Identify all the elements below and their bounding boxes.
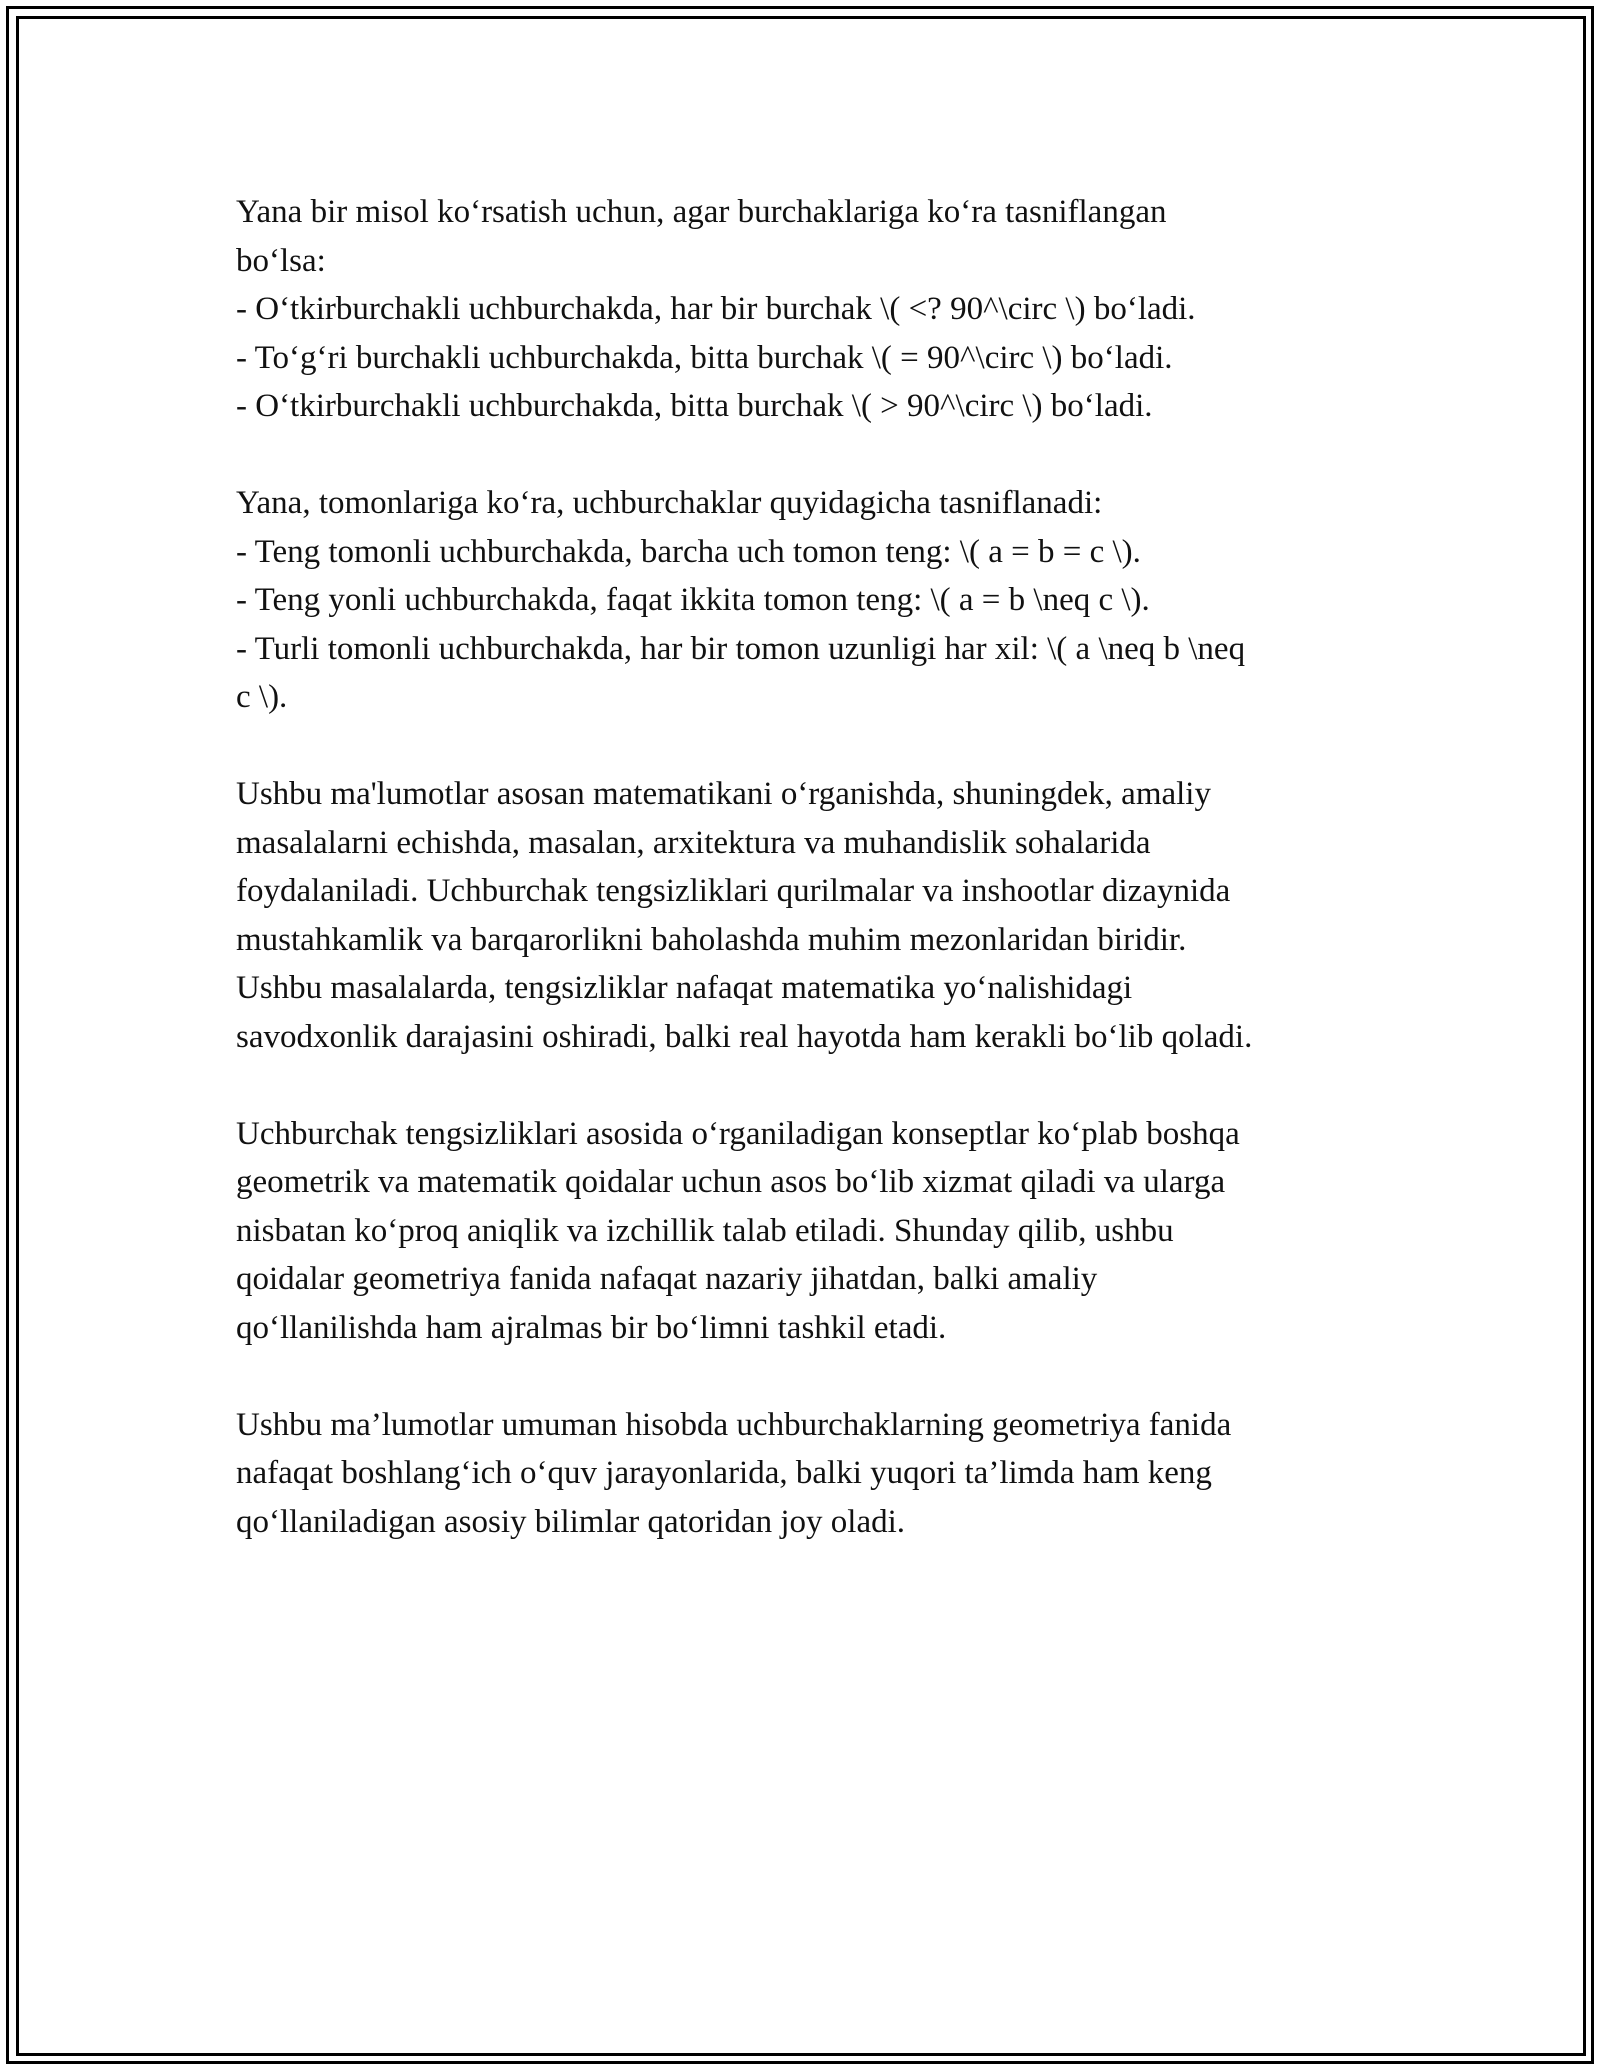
text-line: Uchburchak tengsizliklari asosida o‘rganiladigan konseptlar ko‘plab boshqa bbox=[236, 1115, 1240, 1152]
paragraph-angle-classification bbox=[236, 188, 1366, 431]
text-line: nafaqat boshlang‘ich o‘quv jarayonlarida, balki yuqori ta’limda ham keng bbox=[236, 1455, 1212, 1491]
text-line: geometrik va matematik qoidalar uchun asos bo‘lib xizmat qiladi va ularga bbox=[236, 1164, 1226, 1200]
text-line: savodxonlik darajasini oshiradi, balki real hayotda ham kerakli bo‘lib qoladi. bbox=[236, 1018, 1253, 1055]
text-line: Yana, tomonlariga ko‘ra, uchburchaklar quyidagicha tasniflanadi: bbox=[236, 485, 1103, 521]
list-item: - To‘g‘ri burchakli uchburchakda, bitta burchak \( = 90^\circ \) bo‘ladi. bbox=[236, 339, 1173, 376]
text-line: foydalaniladi. Uchburchak tengsizliklari qurilmalar va inshootlar dizaynida bbox=[236, 873, 1231, 909]
paragraph-applications bbox=[236, 770, 1366, 1061]
list-item: - Turli tomonli uchburchakda, har bir tomon uzunligi har xil: \( a \neq b \neq bbox=[236, 630, 1246, 667]
paragraph-concepts bbox=[236, 1110, 1366, 1353]
text-line: Yana bir misol ko‘rsatish uchun, agar burchaklariga ko‘ra tasniflangan bbox=[236, 194, 1167, 230]
text-line: mustahkamlik va barqarorlikni baholashda muhim mezonlaridan biridir. bbox=[236, 921, 1187, 958]
paragraph-side-classification bbox=[236, 479, 1366, 722]
text-line: Ushbu masalalarda, tengsizliklar nafaqat matematika yo‘nalishidagi bbox=[236, 970, 1133, 1006]
document-body bbox=[236, 188, 1366, 1595]
list-item: - O‘tkirburchakli uchburchakda, har bir burchak \( <? 90^\circ \) bo‘ladi. bbox=[236, 291, 1196, 327]
list-item-continuation: c \). bbox=[236, 679, 288, 715]
text-line: Ushbu ma'lumotlar asosan matematikani o‘rganishda, shuningdek, amaliy bbox=[236, 776, 1211, 812]
list-item: - Teng tomonli uchburchakda, barcha uch tomon teng: \( a = b = c \). bbox=[236, 533, 1141, 570]
text-line: Ushbu ma’lumotlar umuman hisobda uchburchaklarning geometriya fanida bbox=[236, 1406, 1232, 1443]
text-line: nisbatan ko‘proq aniqlik va izchillik talab etiladi. Shunday qilib, ushbu bbox=[236, 1212, 1174, 1249]
list-item: - Teng yonli uchburchakda, faqat ikkita tomon teng: \( a = b \neq c \). bbox=[236, 582, 1150, 618]
text-line: masalalarni echishda, masalan, arxitektura va muhandislik sohalarida bbox=[236, 824, 1151, 861]
text-line: bo‘lsa: bbox=[236, 242, 326, 279]
paragraph-conclusion bbox=[236, 1401, 1366, 1547]
text-line: qo‘llanilishda ham ajralmas bir bo‘limni tashkil etadi. bbox=[236, 1309, 947, 1346]
text-line: qoidalar geometriya fanida nafaqat nazariy jihatdan, balki amaliy bbox=[236, 1261, 1098, 1297]
list-item: - O‘tkirburchakli uchburchakda, bitta burchak \( > 90^\circ \) bo‘ladi. bbox=[236, 388, 1153, 424]
text-line: qo‘llaniladigan asosiy bilimlar qatoridan joy oladi. bbox=[236, 1503, 906, 1540]
